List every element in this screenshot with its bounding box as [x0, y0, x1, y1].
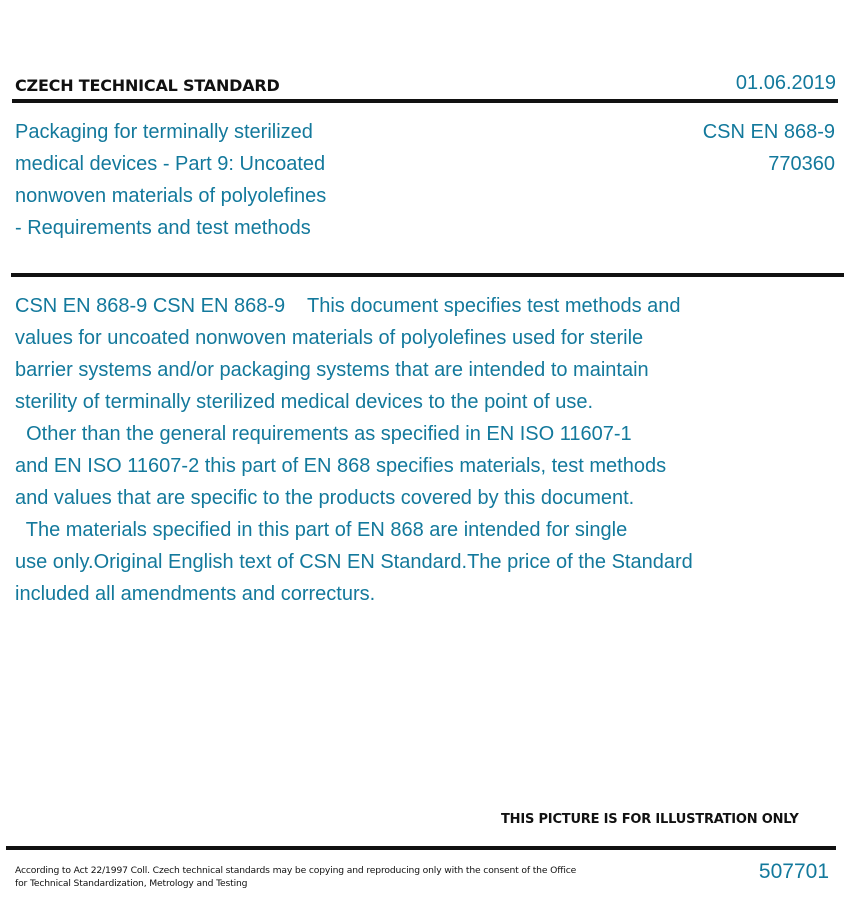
standard-title-line: - Requirements and test methods: [15, 217, 311, 239]
legal-notice-line: According to Act 22/1997 Coll. Czech technical standards may be copying and reproducing only with the consent of the Office: [15, 865, 577, 876]
description-line: values for uncoated nonwoven materials of polyolefines used for sterile: [15, 327, 644, 349]
description-line: and EN ISO 11607-2 this part of EN 868 specifies materials, test methods: [15, 455, 667, 477]
standard-title-line: medical devices - Part 9: Uncoated: [15, 153, 326, 175]
standard-title-line: Packaging for terminally sterilized: [15, 121, 313, 143]
standard-codes: [703, 116, 835, 180]
document-number: 507701: [758, 860, 829, 883]
footer-divider: [6, 846, 836, 850]
illustration-disclaimer: THIS PICTURE IS FOR ILLUSTRATION ONLY: [501, 812, 799, 827]
description-line: sterility of terminally sterilized medical devices to the point of use.: [15, 391, 594, 413]
legal-notice-line: for Technical Standardization, Metrology and Testing: [15, 878, 248, 889]
description-line: use only.Original English text of CSN EN Standard.The price of the Standard: [15, 551, 693, 573]
standard-code: CSN EN 868-9: [702, 121, 835, 143]
title-divider: [11, 273, 844, 277]
standard-title-line: nonwoven materials of polyolefines: [15, 185, 327, 207]
description-line: The materials specified in this part of EN 868 are intended for single: [15, 519, 628, 541]
standard-description: [15, 290, 755, 610]
legal-notice: [15, 864, 615, 890]
publication-date: 01.06.2019: [735, 72, 836, 94]
description-line: Other than the general requirements as specified in EN ISO 11607-1: [15, 423, 632, 445]
description-line: and values that are specific to the products covered by this document.: [15, 487, 635, 509]
document-type-heading: CZECH TECHNICAL STANDARD: [15, 76, 280, 95]
description-line: included all amendments and correcturs.: [15, 583, 376, 605]
standard-title: [15, 116, 375, 244]
description-line: barrier systems and/or packaging systems that are intended to maintain: [15, 359, 649, 381]
catalog-number: 770360: [768, 153, 835, 175]
description-line: CSN EN 868-9 CSN EN 868-9 This document specifies test methods and: [15, 295, 681, 317]
header-divider: [12, 99, 838, 103]
